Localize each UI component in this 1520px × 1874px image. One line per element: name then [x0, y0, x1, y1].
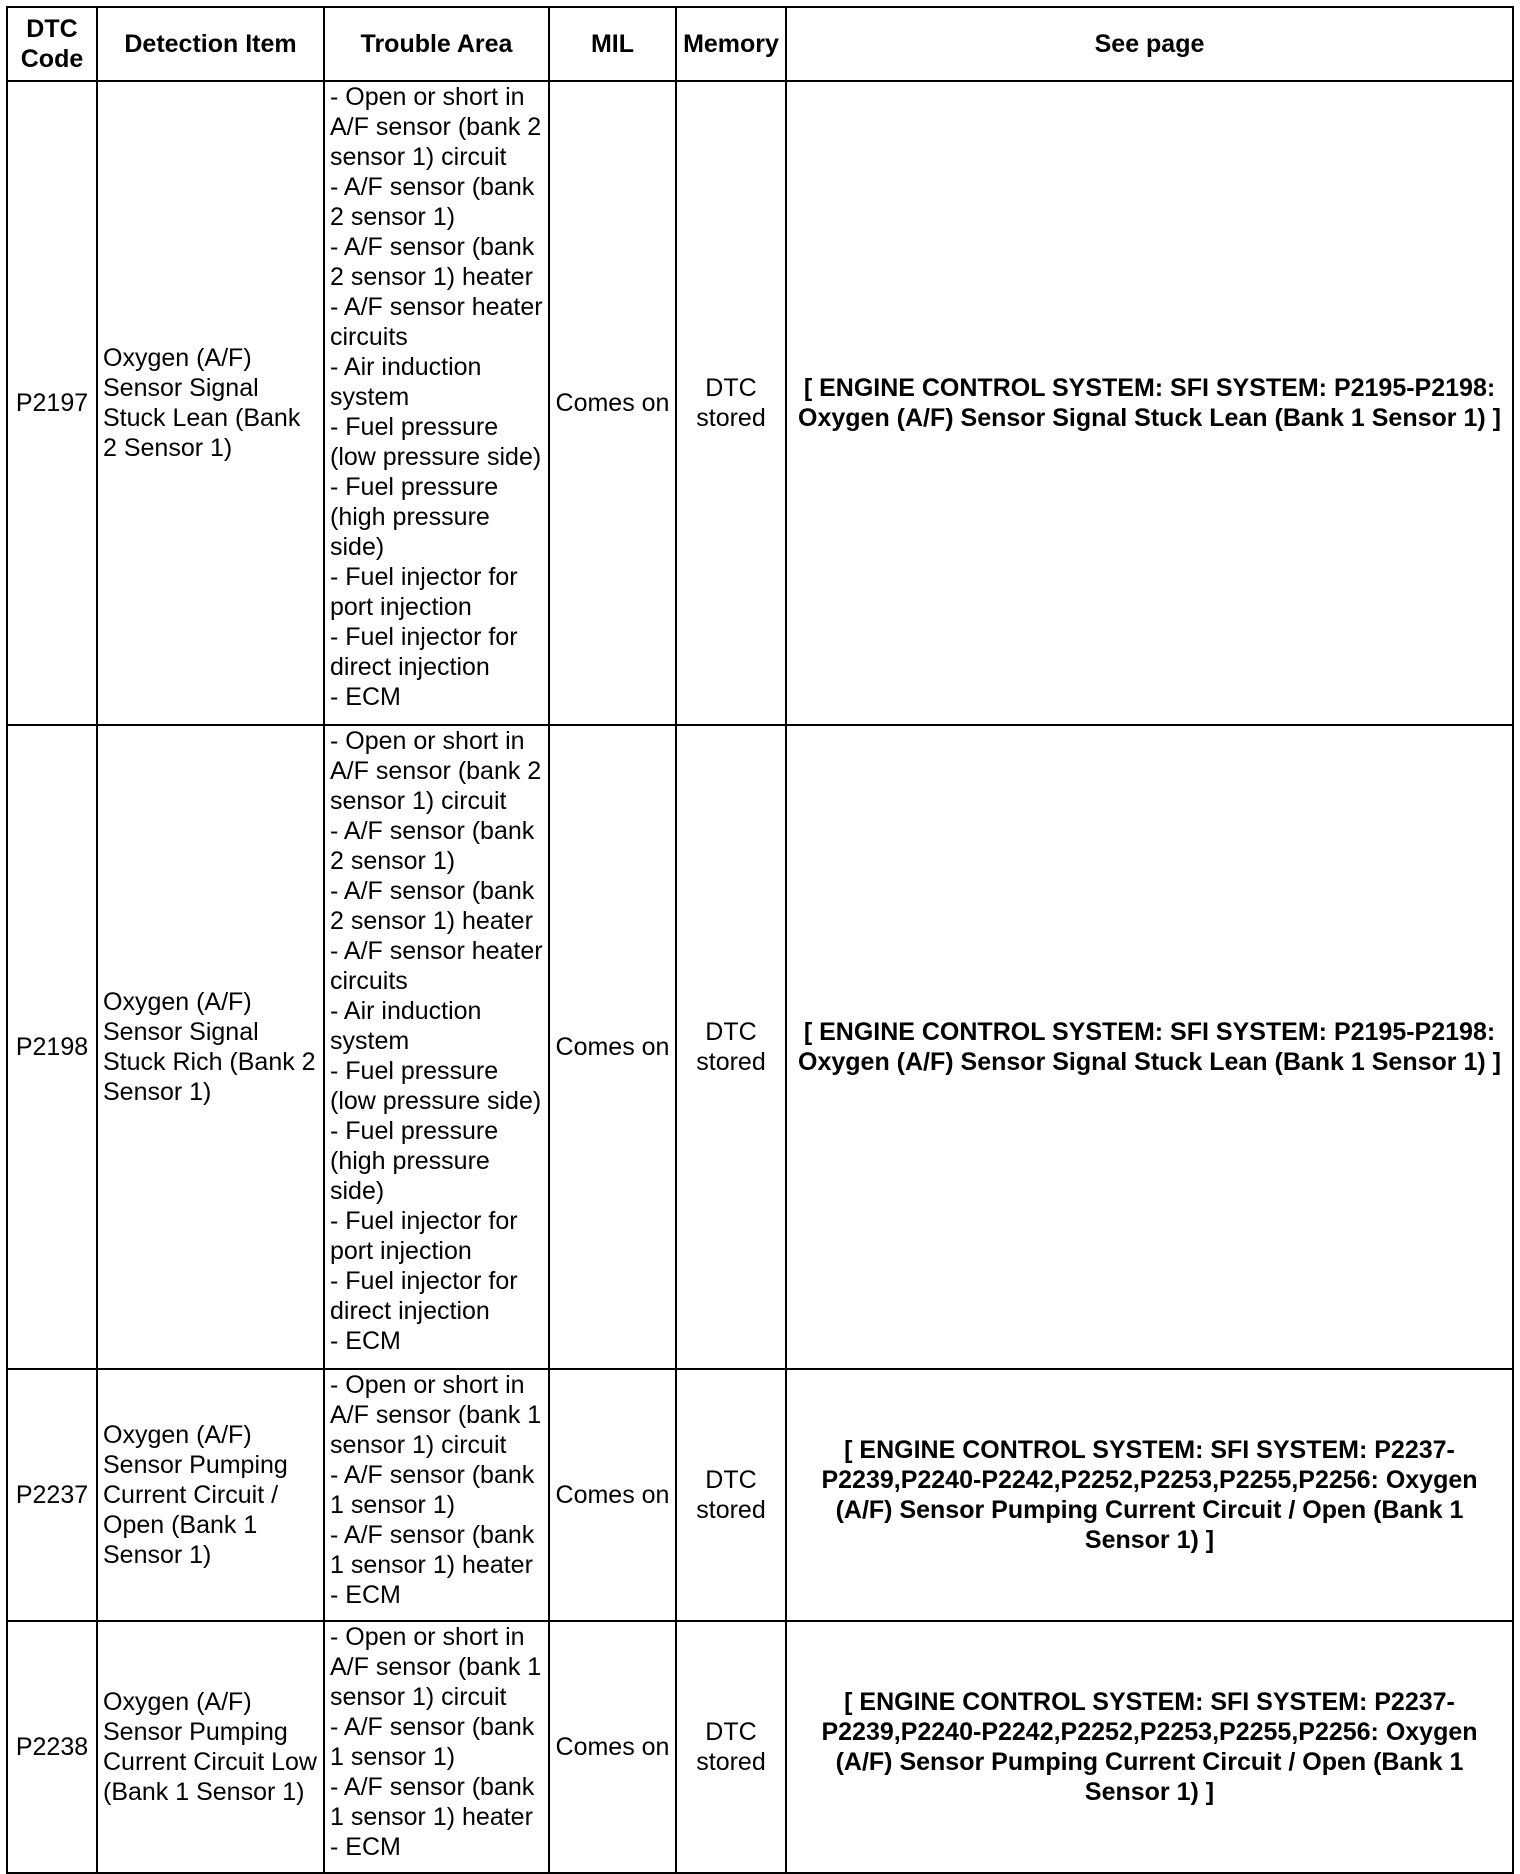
trouble-area-cell: [324, 1621, 549, 1873]
header-mil: MIL: [549, 7, 676, 81]
trouble-area-item: - A/F sensor (bank 1 sensor 1): [330, 1713, 535, 1771]
trouble-area-item: - ECM: [330, 1833, 401, 1861]
trouble-area-item: - Fuel pressure (low pressure side): [330, 413, 542, 471]
header-memory: Memory: [676, 7, 786, 81]
see-page-link[interactable]: [ ENGINE CONTROL SYSTEM: SFI SYSTEM: P2237-P2239,P2240-P2242,P2252,P2253,P2255,P2256: Oxygen (A/F) Sensor Pumping Current Circuit / Open (Bank 1 Sensor 1) ]: [786, 1621, 1513, 1873]
detection-item-cell: Oxygen (A/F) Sensor Signal Stuck Rich (Bank 2 Sensor 1): [97, 725, 324, 1369]
trouble-area-item: - A/F sensor (bank 1 sensor 1) heater: [330, 1773, 535, 1831]
memory-cell: DTC stored: [676, 81, 786, 725]
dtc-code-cell: P2198: [7, 725, 97, 1369]
trouble-area-item: - Open or short in A/F sensor (bank 1 sensor 1) circuit: [330, 1623, 542, 1711]
table-row: [7, 725, 1513, 1369]
table-row: [7, 1369, 1513, 1621]
trouble-area-item: - Fuel pressure (high pressure side): [330, 1117, 499, 1205]
trouble-area-item: - Fuel injector for port injection: [330, 563, 518, 621]
dtc-code-cell: P2237: [7, 1369, 97, 1621]
trouble-area-item: - ECM: [330, 683, 401, 711]
trouble-area-item: - Fuel injector for direct injection: [330, 623, 518, 681]
header-dtc-code: DTC Code: [7, 7, 97, 81]
table-row: [7, 81, 1513, 725]
trouble-area-cell: [324, 81, 549, 725]
trouble-area-item: - A/F sensor (bank 2 sensor 1): [330, 817, 535, 875]
header-see-page: See page: [786, 7, 1513, 81]
header-detection-item: Detection Item: [97, 7, 324, 81]
trouble-area-item: - ECM: [330, 1581, 401, 1609]
trouble-area-item: - Open or short in A/F sensor (bank 2 sensor 1) circuit: [330, 727, 542, 815]
see-page-link[interactable]: [ ENGINE CONTROL SYSTEM: SFI SYSTEM: P2195-P2198: Oxygen (A/F) Sensor Signal Stuck Lean (Bank 1 Sensor 1) ]: [786, 725, 1513, 1369]
memory-cell: DTC stored: [676, 1369, 786, 1621]
trouble-area-item: - Fuel injector for port injection: [330, 1207, 518, 1265]
detection-item-cell: Oxygen (A/F) Sensor Pumping Current Circuit Low (Bank 1 Sensor 1): [97, 1621, 324, 1873]
see-page-link[interactable]: [ ENGINE CONTROL SYSTEM: SFI SYSTEM: P2237-P2239,P2240-P2242,P2252,P2253,P2255,P2256: Oxygen (A/F) Sensor Pumping Current Circuit / Open (Bank 1 Sensor 1) ]: [786, 1369, 1513, 1621]
trouble-area-item: - A/F sensor heater circuits: [330, 293, 543, 351]
table-body: [7, 81, 1513, 1873]
trouble-area-item: - Air induction system: [330, 353, 482, 411]
dtc-code-cell: P2197: [7, 81, 97, 725]
trouble-area-item: - Open or short in A/F sensor (bank 2 sensor 1) circuit: [330, 83, 542, 171]
detection-item-cell: Oxygen (A/F) Sensor Pumping Current Circuit / Open (Bank 1 Sensor 1): [97, 1369, 324, 1621]
mil-cell: Comes on: [549, 81, 676, 725]
trouble-area-item: - Open or short in A/F sensor (bank 1 sensor 1) circuit: [330, 1371, 542, 1459]
memory-cell: DTC stored: [676, 725, 786, 1369]
memory-cell: DTC stored: [676, 1621, 786, 1873]
trouble-area-item: - Fuel pressure (low pressure side): [330, 1057, 542, 1115]
trouble-area-item: - Fuel pressure (high pressure side): [330, 473, 499, 561]
detection-item-cell: Oxygen (A/F) Sensor Signal Stuck Lean (Bank 2 Sensor 1): [97, 81, 324, 725]
dtc-table: [6, 6, 1514, 1874]
trouble-area-item: - ECM: [330, 1327, 401, 1355]
trouble-area-cell: [324, 725, 549, 1369]
trouble-area-item: - Fuel injector for direct injection: [330, 1267, 518, 1325]
trouble-area-item: - A/F sensor heater circuits: [330, 937, 543, 995]
table-row: [7, 1621, 1513, 1873]
mil-cell: Comes on: [549, 1369, 676, 1621]
trouble-area-item: - A/F sensor (bank 2 sensor 1) heater: [330, 233, 535, 291]
trouble-area-item: - A/F sensor (bank 1 sensor 1) heater: [330, 1521, 535, 1579]
trouble-area-item: - A/F sensor (bank 1 sensor 1): [330, 1461, 535, 1519]
trouble-area-item: - A/F sensor (bank 2 sensor 1): [330, 173, 535, 231]
table-header: [7, 7, 1513, 81]
dtc-code-cell: P2238: [7, 1621, 97, 1873]
mil-cell: Comes on: [549, 725, 676, 1369]
trouble-area-item: - A/F sensor (bank 2 sensor 1) heater: [330, 877, 535, 935]
header-row: [7, 7, 1513, 81]
see-page-link[interactable]: [ ENGINE CONTROL SYSTEM: SFI SYSTEM: P2195-P2198: Oxygen (A/F) Sensor Signal Stuck Lean (Bank 1 Sensor 1) ]: [786, 81, 1513, 725]
header-trouble-area: Trouble Area: [324, 7, 549, 81]
trouble-area-item: - Air induction system: [330, 997, 482, 1055]
trouble-area-cell: [324, 1369, 549, 1621]
mil-cell: Comes on: [549, 1621, 676, 1873]
